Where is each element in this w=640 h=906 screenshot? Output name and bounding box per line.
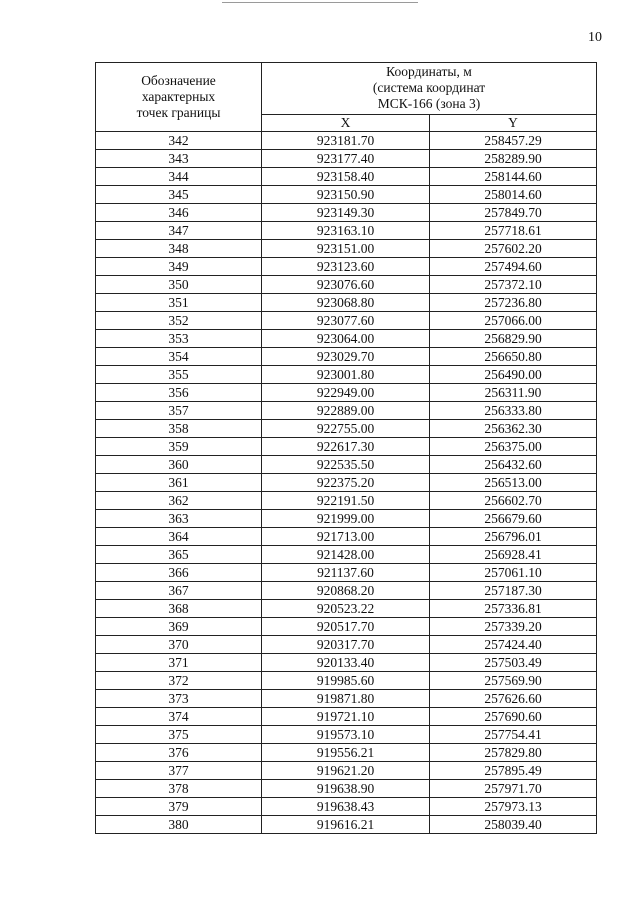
table-row	[96, 600, 597, 618]
table-row	[96, 780, 597, 798]
table-row	[96, 330, 597, 348]
x-coordinate-cell: 922949.00	[262, 384, 430, 402]
table-row	[96, 132, 597, 150]
coordinates-group-header	[262, 63, 597, 115]
x-coordinate-cell: 919556.21	[262, 744, 430, 762]
y-coordinate-cell: 258457.29	[430, 132, 597, 150]
x-coordinate-cell: 923068.80	[262, 294, 430, 312]
x-coordinate-cell: 922535.50	[262, 456, 430, 474]
y-coordinate-cell: 257372.10	[430, 276, 597, 294]
y-coordinate-cell: 257494.60	[430, 258, 597, 276]
y-coordinate-cell: 256829.90	[430, 330, 597, 348]
points-column-header	[96, 63, 262, 132]
y-coordinate-cell: 256333.80	[430, 402, 597, 420]
y-coordinate-cell: 257339.20	[430, 618, 597, 636]
table-row	[96, 384, 597, 402]
table-row	[96, 474, 597, 492]
y-coordinate-cell: 257569.90	[430, 672, 597, 690]
point-id-cell: 370	[96, 636, 262, 654]
x-coordinate-cell: 921428.00	[262, 546, 430, 564]
points-header-line: характерных	[141, 89, 216, 104]
y-coordinate-cell: 257061.10	[430, 564, 597, 582]
point-id-cell: 352	[96, 312, 262, 330]
y-coordinate-cell: 257626.60	[430, 690, 597, 708]
point-id-cell: 376	[96, 744, 262, 762]
x-coordinate-cell: 919638.90	[262, 780, 430, 798]
y-coordinate-cell: 258039.40	[430, 816, 597, 834]
point-id-cell: 371	[96, 654, 262, 672]
point-id-cell: 377	[96, 762, 262, 780]
x-coordinate-cell: 920517.70	[262, 618, 430, 636]
y-coordinate-cell: 257236.80	[430, 294, 597, 312]
point-id-cell: 355	[96, 366, 262, 384]
point-id-cell: 372	[96, 672, 262, 690]
x-coordinate-cell: 919573.10	[262, 726, 430, 744]
y-coordinate-cell: 257336.81	[430, 600, 597, 618]
y-column-header: Y	[430, 114, 597, 131]
y-coordinate-cell: 257602.20	[430, 240, 597, 258]
y-coordinate-cell: 257424.40	[430, 636, 597, 654]
table-row	[96, 528, 597, 546]
table-row	[96, 618, 597, 636]
table-row	[96, 546, 597, 564]
table-row	[96, 150, 597, 168]
table-row	[96, 438, 597, 456]
table-row	[96, 294, 597, 312]
points-header-line: точек границы	[136, 105, 221, 120]
table-row	[96, 366, 597, 384]
x-coordinate-cell: 922191.50	[262, 492, 430, 510]
x-coordinate-cell: 920317.70	[262, 636, 430, 654]
table-row	[96, 348, 597, 366]
x-coordinate-cell: 920868.20	[262, 582, 430, 600]
table-row	[96, 816, 597, 834]
x-coordinate-cell: 923064.00	[262, 330, 430, 348]
point-id-cell: 342	[96, 132, 262, 150]
table-row	[96, 276, 597, 294]
coords-header-line: МСК-166 (зона 3)	[377, 96, 481, 112]
top-rule	[222, 2, 418, 3]
y-coordinate-cell: 257690.60	[430, 708, 597, 726]
point-id-cell: 364	[96, 528, 262, 546]
table-row	[96, 420, 597, 438]
x-column-header: X	[262, 114, 430, 131]
y-coordinate-cell: 257973.13	[430, 798, 597, 816]
y-coordinate-cell: 258014.60	[430, 186, 597, 204]
y-coordinate-cell: 256432.60	[430, 456, 597, 474]
x-coordinate-cell: 923181.70	[262, 132, 430, 150]
table-row	[96, 726, 597, 744]
y-coordinate-cell: 256650.80	[430, 348, 597, 366]
table-row	[96, 240, 597, 258]
table-row	[96, 222, 597, 240]
y-coordinate-cell: 256513.00	[430, 474, 597, 492]
table-row	[96, 690, 597, 708]
point-id-cell: 366	[96, 564, 262, 582]
y-coordinate-cell: 256602.70	[430, 492, 597, 510]
point-id-cell: 365	[96, 546, 262, 564]
y-coordinate-cell: 256490.00	[430, 366, 597, 384]
x-coordinate-cell: 923001.80	[262, 366, 430, 384]
point-id-cell: 351	[96, 294, 262, 312]
y-coordinate-cell: 256375.00	[430, 438, 597, 456]
coords-header-line: (система координат	[372, 80, 486, 96]
table-row	[96, 186, 597, 204]
table-row	[96, 258, 597, 276]
table-row	[96, 168, 597, 186]
point-id-cell: 350	[96, 276, 262, 294]
table-row	[96, 636, 597, 654]
y-coordinate-cell: 257066.00	[430, 312, 597, 330]
x-coordinate-cell: 921999.00	[262, 510, 430, 528]
x-coordinate-cell: 921713.00	[262, 528, 430, 546]
y-coordinate-cell: 256928.41	[430, 546, 597, 564]
point-id-cell: 356	[96, 384, 262, 402]
point-id-cell: 378	[96, 780, 262, 798]
point-id-cell: 353	[96, 330, 262, 348]
x-coordinate-cell: 923029.70	[262, 348, 430, 366]
y-coordinate-cell: 257849.70	[430, 204, 597, 222]
x-coordinate-cell: 923150.90	[262, 186, 430, 204]
points-header-line: Обозначение	[141, 73, 216, 88]
point-id-cell: 360	[96, 456, 262, 474]
point-id-cell: 361	[96, 474, 262, 492]
point-id-cell: 358	[96, 420, 262, 438]
table-row	[96, 456, 597, 474]
table-row	[96, 564, 597, 582]
point-id-cell: 343	[96, 150, 262, 168]
point-id-cell: 349	[96, 258, 262, 276]
boundary-points-table	[95, 62, 597, 834]
y-coordinate-cell: 257971.70	[430, 780, 597, 798]
point-id-cell: 345	[96, 186, 262, 204]
x-coordinate-cell: 919638.43	[262, 798, 430, 816]
table-row	[96, 402, 597, 420]
point-id-cell: 375	[96, 726, 262, 744]
point-id-cell: 380	[96, 816, 262, 834]
y-coordinate-cell: 256311.90	[430, 384, 597, 402]
x-coordinate-cell: 923149.30	[262, 204, 430, 222]
table-row	[96, 672, 597, 690]
y-coordinate-cell: 257503.49	[430, 654, 597, 672]
y-coordinate-cell: 256796.01	[430, 528, 597, 546]
y-coordinate-cell: 257754.41	[430, 726, 597, 744]
x-coordinate-cell: 923123.60	[262, 258, 430, 276]
point-id-cell: 368	[96, 600, 262, 618]
x-coordinate-cell: 923077.60	[262, 312, 430, 330]
point-id-cell: 344	[96, 168, 262, 186]
x-coordinate-cell: 922755.00	[262, 420, 430, 438]
y-coordinate-cell: 257187.30	[430, 582, 597, 600]
point-id-cell: 357	[96, 402, 262, 420]
point-id-cell: 363	[96, 510, 262, 528]
point-id-cell: 374	[96, 708, 262, 726]
table-row	[96, 708, 597, 726]
y-coordinate-cell: 257895.49	[430, 762, 597, 780]
x-coordinate-cell: 922617.30	[262, 438, 430, 456]
y-coordinate-cell: 256679.60	[430, 510, 597, 528]
x-coordinate-cell: 922889.00	[262, 402, 430, 420]
table-body	[96, 132, 597, 834]
coords-header-line: Координаты, м	[386, 64, 472, 80]
table-row	[96, 798, 597, 816]
y-coordinate-cell: 258289.90	[430, 150, 597, 168]
x-coordinate-cell: 919616.21	[262, 816, 430, 834]
point-id-cell: 348	[96, 240, 262, 258]
table-row	[96, 312, 597, 330]
point-id-cell: 346	[96, 204, 262, 222]
x-coordinate-cell: 919721.10	[262, 708, 430, 726]
point-id-cell: 347	[96, 222, 262, 240]
table-row	[96, 510, 597, 528]
point-id-cell: 362	[96, 492, 262, 510]
table-row	[96, 654, 597, 672]
y-coordinate-cell: 256362.30	[430, 420, 597, 438]
x-coordinate-cell: 920133.40	[262, 654, 430, 672]
point-id-cell: 369	[96, 618, 262, 636]
point-id-cell: 373	[96, 690, 262, 708]
point-id-cell: 367	[96, 582, 262, 600]
x-coordinate-cell: 923158.40	[262, 168, 430, 186]
x-coordinate-cell: 922375.20	[262, 474, 430, 492]
y-coordinate-cell: 257829.80	[430, 744, 597, 762]
x-coordinate-cell: 919871.80	[262, 690, 430, 708]
x-coordinate-cell: 919985.60	[262, 672, 430, 690]
table-row	[96, 744, 597, 762]
x-coordinate-cell: 923177.40	[262, 150, 430, 168]
table-row	[96, 204, 597, 222]
table-row	[96, 582, 597, 600]
page-number: 10	[588, 30, 602, 45]
y-coordinate-cell: 257718.61	[430, 222, 597, 240]
table-row	[96, 492, 597, 510]
y-coordinate-cell: 258144.60	[430, 168, 597, 186]
x-coordinate-cell: 920523.22	[262, 600, 430, 618]
x-coordinate-cell: 923163.10	[262, 222, 430, 240]
table-row	[96, 762, 597, 780]
point-id-cell: 354	[96, 348, 262, 366]
point-id-cell: 359	[96, 438, 262, 456]
x-coordinate-cell: 923076.60	[262, 276, 430, 294]
x-coordinate-cell: 923151.00	[262, 240, 430, 258]
x-coordinate-cell: 919621.20	[262, 762, 430, 780]
point-id-cell: 379	[96, 798, 262, 816]
x-coordinate-cell: 921137.60	[262, 564, 430, 582]
